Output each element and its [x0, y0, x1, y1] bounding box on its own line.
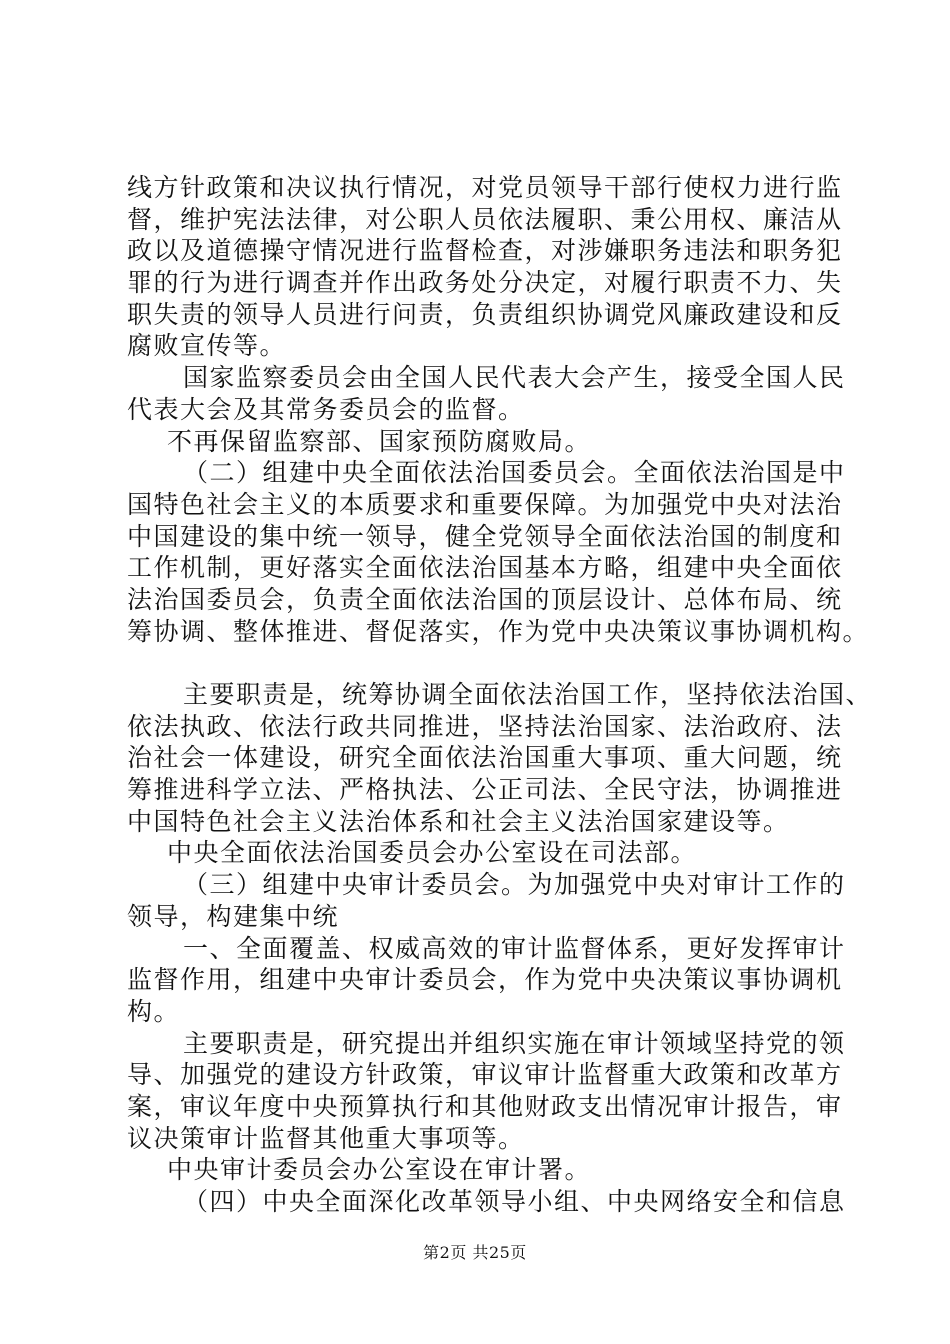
- text-line: 线方针政策和决议执行情况，对党员领导干部行使权力进行监: [127, 173, 843, 202]
- text-line: 筹协调、整体推进、督促落实，作为党中央决策议事协调机构。: [127, 616, 870, 646]
- text-line: 领导，构建集中统: [127, 901, 340, 931]
- body-text: [127, 172, 873, 1218]
- text-line: （二）组建中央全面依法治国委员会。全面依法治国是中: [183, 458, 846, 488]
- text-line: （四）中央全面深化改革领导小组、中央网络安全和信息: [183, 1187, 846, 1216]
- text-line: 国特色社会主义的本质要求和重要保障。为加强党中央对法治: [127, 489, 843, 519]
- text-line: （三）组建中央审计委员会。为加强党中央对审计工作的: [183, 870, 846, 900]
- text-line: 治社会一体建设，研究全面依法治国重大事项、重大问题，统: [127, 743, 843, 773]
- text-line: 导、加强党的建设方针政策，审议审计监督重大政策和改革方: [127, 1060, 843, 1090]
- text-line: 代表大会及其常务委员会的监督。: [127, 394, 525, 424]
- text-line: 依法执政、依法行政共同推进，坚持法治国家、法治政府、法: [127, 711, 843, 741]
- text-line: 法治国委员会，负责全面依法治国的顶层设计、总体布局、统: [127, 584, 843, 614]
- text-line: 罪的行为进行调查并作出政务处分决定，对履行职责不力、失: [127, 268, 843, 298]
- text-line: 一、全面覆盖、权威高效的审计监督体系，更好发挥审计: [183, 933, 846, 963]
- text-line: 监督作用，组建中央审计委员会，作为党中央决策议事协调机: [127, 965, 843, 995]
- text-line: 政以及道德操守情况进行监督检查，对涉嫌职务违法和职务犯: [127, 236, 843, 266]
- text-line: [127, 647, 847, 679]
- text-line: 案，审议年度中央预算执行和其他财政支出情况审计报告，审: [127, 1091, 843, 1121]
- text-line: 督，维护宪法法律，对公职人员依法履职、秉公用权、廉洁从: [127, 204, 843, 234]
- text-line: 不再保留监察部、国家预防腐败局。: [167, 426, 592, 456]
- text-line: 主要职责是，统筹协调全面依法治国工作，坚持依法治国、: [183, 680, 873, 709]
- text-line: 工作机制，更好落实全面依法治国基本方略，组建中央全面依: [127, 553, 843, 583]
- text-line: 中国特色社会主义法治体系和社会主义法治国家建设等。: [127, 806, 790, 836]
- page-footer: [0, 1243, 950, 1263]
- text-line: 中央全面依法治国委员会办公室设在司法部。: [167, 838, 698, 868]
- text-line: 国家监察委员会由全国人民代表大会产生，接受全国人民: [183, 363, 846, 393]
- text-line: 中央审计委员会办公室设在审计署。: [167, 1155, 592, 1185]
- text-line: 筹推进科学立法、严格执法、公正司法、全民守法，协调推进: [127, 775, 843, 805]
- text-line: 主要职责是，研究提出并组织实施在审计领域坚持党的领: [183, 1028, 846, 1058]
- text-line: 中国建设的集中统一领导，健全党领导全面依法治国的制度和: [127, 521, 843, 551]
- text-line: 议决策审计监督其他重大事项等。: [127, 1123, 525, 1153]
- text-line: 腐败宣传等。: [127, 331, 287, 361]
- text-line: 职失责的领导人员进行问责，负责组织协调党风廉政建设和反: [127, 299, 843, 329]
- page-indicator: 第2页 共25页: [423, 1243, 527, 1262]
- text-line: 构。: [127, 996, 181, 1026]
